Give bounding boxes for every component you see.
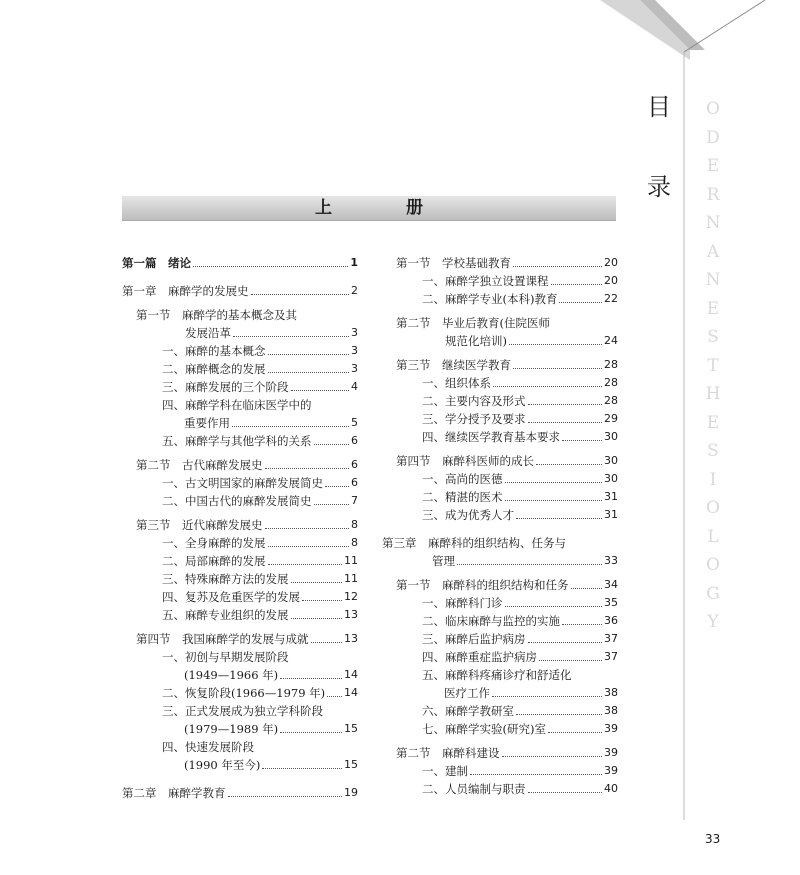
- toc-heading-lu: 录: [647, 173, 671, 201]
- toc-entry[interactable]: [122, 282, 358, 300]
- toc-entry[interactable]: [382, 392, 618, 410]
- vertical-letter: T: [707, 355, 719, 376]
- toc-entry-label: 管理: [432, 554, 455, 568]
- toc-entry[interactable]: [382, 552, 618, 570]
- toc-entry-page: 24: [604, 334, 618, 347]
- toc-right-column: [382, 254, 618, 798]
- toc-entry[interactable]: [382, 612, 618, 630]
- dot-leader: [528, 422, 603, 423]
- toc-entry-page: 8: [351, 518, 358, 531]
- vertical-letter: G: [706, 583, 720, 604]
- toc-entry-page: 2: [351, 284, 358, 297]
- dot-leader: [291, 582, 343, 583]
- toc-entry-label: 二、人员编制与职责: [422, 782, 526, 796]
- toc-entry-label: 二、麻醉学专业(本科)教育: [422, 292, 558, 306]
- toc-entry-label: 一、麻醉的基本概念: [162, 344, 266, 358]
- toc-entry[interactable]: [122, 684, 358, 702]
- toc-entry-label: 七、麻醉学实验(研究)室: [422, 722, 546, 736]
- dot-leader: [280, 678, 342, 679]
- toc-entry-page: 14: [344, 686, 358, 699]
- toc-entry[interactable]: [382, 648, 618, 666]
- dot-leader: [268, 564, 343, 565]
- toc-entry[interactable]: [122, 702, 358, 720]
- dot-leader: [232, 426, 349, 427]
- dot-leader: [268, 354, 350, 355]
- toc-entry-label: 一、初创与早期发展阶段: [162, 650, 289, 664]
- toc-entry-label: 六、麻醉学教研室: [422, 704, 514, 718]
- toc-entry-label: 二、中国古代的麻醉发展简史: [162, 494, 312, 508]
- toc-entry-page: 28: [604, 394, 618, 407]
- toc-entry-label: 第四节 麻醉科医师的成长: [396, 454, 534, 468]
- toc-entry-label: 一、麻醉科门诊: [422, 596, 503, 610]
- toc-entry-label: 发展沿革: [185, 326, 231, 340]
- toc-entry-label: 第二节 古代麻醉发展史: [136, 458, 263, 472]
- toc-entry-page: 28: [604, 376, 618, 389]
- spacer: [122, 774, 358, 784]
- dot-leader: [327, 696, 342, 697]
- toc-entry-label: 第一篇 绪论: [122, 256, 191, 270]
- dot-leader: [291, 390, 350, 391]
- toc-entry[interactable]: [122, 342, 358, 360]
- toc-entry-label: (1949—1966 年): [184, 668, 279, 682]
- dot-leader: [516, 714, 602, 715]
- toc-entry-page: 34: [604, 578, 618, 591]
- dot-leader: [228, 796, 343, 797]
- dot-leader: [457, 564, 602, 565]
- toc-entry-label: 二、临床麻醉与监控的实施: [422, 614, 560, 628]
- dot-leader: [193, 266, 348, 267]
- toc-entry[interactable]: [122, 666, 358, 684]
- toc-entry[interactable]: [382, 720, 618, 738]
- vertical-letter: I: [709, 469, 717, 490]
- toc-entry-label: 一、组织体系: [422, 376, 491, 390]
- dot-leader: [265, 528, 350, 529]
- dot-leader: [505, 482, 603, 483]
- toc-entry-label: 第二章 麻醉学教育: [122, 786, 226, 800]
- dot-leader: [559, 302, 602, 303]
- toc-entry-label: (1979—1989 年): [184, 722, 279, 736]
- toc-entry-label: 一、高尚的医德: [422, 472, 503, 486]
- toc-entry-label: 二、恢复阶段(1966—1979 年): [162, 686, 326, 700]
- toc-entry-label: 二、麻醉概念的发展: [162, 362, 266, 376]
- toc-entry-label: 四、快速发展阶段: [162, 740, 254, 754]
- toc-entry-label: 一、全身麻醉的发展: [162, 536, 266, 550]
- toc-entry-page: 4: [351, 380, 358, 393]
- volume-banner: [122, 196, 616, 220]
- dot-leader: [302, 600, 342, 601]
- toc-entry-page: 30: [604, 472, 618, 485]
- toc-entry-page: 28: [604, 358, 618, 371]
- toc-entry[interactable]: [382, 254, 618, 272]
- toc-entry-page: 14: [344, 668, 358, 681]
- toc-entry-page: 38: [604, 704, 618, 717]
- toc-entry-label: 第一节 麻醉学的基本概念及其: [136, 308, 297, 322]
- toc-entry-label: 第一节 麻醉科的组织结构和任务: [396, 578, 569, 592]
- toc-entry-label: 重要作用: [184, 416, 230, 430]
- vertical-letter: Y: [707, 612, 719, 632]
- toc-entry-label: 一、古文明国家的麻醉发展简史: [162, 476, 323, 490]
- toc-entry-page: 39: [604, 722, 618, 735]
- dot-leader: [539, 660, 602, 661]
- toc-entry-label: 三、麻醉发展的三个阶段: [162, 380, 289, 394]
- toc-entry[interactable]: [122, 784, 358, 802]
- toc-entry[interactable]: [122, 720, 358, 738]
- vertical-letter: O: [706, 498, 720, 518]
- toc-entry-label: 四、继续医学教育基本要求: [422, 430, 560, 444]
- toc-entry-page: 20: [604, 256, 618, 269]
- toc-entry-label: 四、麻醉学科在临床医学中的: [162, 398, 312, 412]
- dot-leader: [509, 344, 602, 345]
- toc-entry-label: 第一章 麻醉学的发展史: [122, 284, 249, 298]
- toc-entry-label: 第二节 麻醉科建设: [396, 746, 500, 760]
- toc-entry[interactable]: [382, 744, 618, 762]
- toc-entry-label: 规范化培训): [445, 334, 507, 348]
- dot-leader: [548, 732, 602, 733]
- toc-entry[interactable]: [382, 314, 618, 332]
- toc-entry[interactable]: [122, 552, 358, 570]
- dot-leader: [528, 792, 603, 793]
- toc-entry[interactable]: [382, 470, 618, 488]
- toc-entry[interactable]: [122, 432, 358, 450]
- toc-entry[interactable]: [382, 762, 618, 780]
- toc-entry[interactable]: [122, 396, 358, 414]
- toc-entry-page: 11: [344, 572, 358, 585]
- toc-entry[interactable]: [122, 630, 358, 648]
- toc-entry-label: 第四节 我国麻醉学的发展与成就: [136, 632, 309, 646]
- vertical-letter: E: [706, 298, 720, 319]
- dot-leader: [268, 372, 350, 373]
- toc-entry-label: 第三章 麻醉科的组织结构、任务与: [382, 536, 566, 550]
- toc-entry[interactable]: [382, 534, 618, 552]
- toc-entry-page: 31: [604, 508, 618, 521]
- dot-leader: [528, 642, 603, 643]
- toc-entry[interactable]: [382, 272, 618, 290]
- toc-entry-label: 第三节 继续医学教育: [396, 358, 511, 372]
- toc-entry-label: 医疗工作: [444, 686, 490, 700]
- toc-entry-label: (1990 年至今): [184, 758, 261, 772]
- dot-leader: [562, 440, 602, 441]
- dot-leader: [505, 606, 603, 607]
- dot-leader: [502, 756, 603, 757]
- dot-leader: [262, 768, 342, 769]
- toc-entry[interactable]: [382, 780, 618, 798]
- toc-entry-page: 38: [604, 686, 618, 699]
- toc-entry[interactable]: [122, 588, 358, 606]
- toc-entry[interactable]: [382, 666, 618, 684]
- dot-leader: [493, 386, 602, 387]
- toc-entry-page: 8: [351, 536, 358, 549]
- toc-entry[interactable]: [122, 570, 358, 588]
- toc-entry-page: 39: [604, 746, 618, 759]
- toc-entry-page: 12: [344, 590, 358, 603]
- toc-entry[interactable]: [382, 702, 618, 720]
- dot-leader: [280, 732, 342, 733]
- toc-entry[interactable]: [122, 756, 358, 774]
- toc-entry-page: 11: [344, 554, 358, 567]
- toc-entry-page: 19: [344, 786, 358, 799]
- toc-entry-label: 四、复苏及危重医学的发展: [162, 590, 300, 604]
- vertical-letter: L: [707, 526, 719, 547]
- toc-entry-page: 5: [351, 416, 358, 429]
- toc-entry-label: 第三节 近代麻醉发展史: [136, 518, 263, 532]
- dot-leader: [291, 618, 343, 619]
- toc-entry-page: 37: [604, 632, 618, 645]
- toc-entry-label: 二、主要内容及形式: [422, 394, 526, 408]
- volume-title: 上 册: [315, 198, 457, 218]
- toc-entry[interactable]: [382, 488, 618, 506]
- toc-entry-page: 3: [351, 362, 358, 375]
- toc-entry-label: 二、精湛的医术: [422, 490, 503, 504]
- toc-entry-label: 五、麻醉学与其他学科的关系: [162, 434, 312, 448]
- dot-leader: [492, 696, 602, 697]
- toc-entry-page: 13: [344, 632, 358, 645]
- toc-entry[interactable]: [122, 516, 358, 534]
- toc-entry[interactable]: [382, 506, 618, 524]
- toc-entry-page: 29: [604, 412, 618, 425]
- dot-leader: [536, 464, 602, 465]
- toc-entry-label: 一、麻醉学独立设置课程: [422, 274, 549, 288]
- vertical-letter: O: [706, 555, 720, 575]
- toc-left-column: [122, 254, 358, 802]
- vertical-letter: N: [705, 213, 721, 233]
- toc-entry-label: 五、麻醉专业组织的发展: [162, 608, 289, 622]
- vertical-letter: O: [706, 99, 720, 119]
- dot-leader: [562, 624, 602, 625]
- toc-entry-page: 22: [604, 292, 618, 305]
- vertical-letter: E: [706, 412, 720, 433]
- toc-entry-label: 三、学分授予及要求: [422, 412, 526, 426]
- dot-leader: [325, 486, 349, 487]
- toc-entry-page: 3: [351, 344, 358, 357]
- toc-entry-label: 一、建制: [422, 764, 468, 778]
- toc-entry-label: 三、麻醉后监护病房: [422, 632, 526, 646]
- dot-leader: [571, 588, 603, 589]
- dot-leader: [470, 774, 602, 775]
- vertical-letter: D: [706, 127, 720, 148]
- toc-entry-label: 第一节 学校基础教育: [396, 256, 511, 270]
- toc-entry[interactable]: [122, 534, 358, 552]
- toc-entry-label: 五、麻醉科疼痛诊疗和舒适化: [422, 668, 572, 682]
- toc-entry[interactable]: [122, 738, 358, 756]
- toc-entry-page: 33: [604, 554, 618, 567]
- dot-leader: [516, 518, 602, 519]
- dot-leader: [268, 546, 350, 547]
- dot-leader: [551, 284, 603, 285]
- toc-entry-label: 四、麻醉重症监护病房: [422, 650, 537, 664]
- dot-leader: [314, 504, 350, 505]
- toc-entry[interactable]: [122, 254, 358, 272]
- toc-entry-label: 三、正式发展成为独立学科阶段: [162, 704, 323, 718]
- dot-leader: [265, 468, 350, 469]
- toc-entry[interactable]: [382, 452, 618, 470]
- toc-entry[interactable]: [122, 648, 358, 666]
- vertical-letter: S: [707, 441, 719, 461]
- toc-entry[interactable]: [382, 428, 618, 446]
- toc-entry[interactable]: [382, 630, 618, 648]
- toc-entry-page: 40: [604, 782, 618, 795]
- toc-entry-page: 6: [351, 476, 358, 489]
- toc-entry[interactable]: [122, 414, 358, 432]
- vertical-watermark-word: [700, 95, 726, 637]
- toc-entry-page: 39: [604, 764, 618, 777]
- toc-entry-page: 6: [351, 458, 358, 471]
- toc-entry-label: 三、成为优秀人才: [422, 508, 514, 522]
- vertical-letter: S: [707, 327, 719, 347]
- toc-entry-page: 15: [344, 758, 358, 771]
- toc-entry-page: 31: [604, 490, 618, 503]
- toc-entry-page: 7: [351, 494, 358, 507]
- toc-entry-page: 30: [604, 454, 618, 467]
- toc-entry[interactable]: [382, 332, 618, 350]
- toc-entry[interactable]: [382, 374, 618, 392]
- toc-entry-page: 3: [351, 326, 358, 339]
- toc-entry[interactable]: [382, 684, 618, 702]
- toc-entry[interactable]: [382, 576, 618, 594]
- toc-entry[interactable]: [122, 378, 358, 396]
- toc-entry-label: 三、特殊麻醉方法的发展: [162, 572, 289, 586]
- dot-leader: [233, 336, 349, 337]
- vertical-letter: N: [705, 270, 721, 290]
- toc-entry-page: 6: [351, 434, 358, 447]
- dot-leader: [314, 444, 350, 445]
- toc-entry[interactable]: [122, 474, 358, 492]
- dot-leader: [505, 500, 603, 501]
- dot-leader: [251, 294, 350, 295]
- vertical-letter: H: [705, 384, 721, 404]
- toc-entry-page: 35: [604, 596, 618, 609]
- toc-entry-label: 第二节 毕业后教育(住院医师: [396, 316, 550, 330]
- dot-leader: [513, 266, 602, 267]
- toc-heading-mu: 目: [647, 93, 671, 121]
- toc-entry[interactable]: [122, 606, 358, 624]
- spacer: [382, 524, 618, 534]
- toc-entry[interactable]: [122, 456, 358, 474]
- toc-entry-page: 15: [344, 722, 358, 735]
- toc-entry-label: 二、局部麻醉的发展: [162, 554, 266, 568]
- toc-entry[interactable]: [382, 290, 618, 308]
- toc-entry[interactable]: [382, 356, 618, 374]
- toc-entry[interactable]: [122, 360, 358, 378]
- toc-entry-page: 37: [604, 650, 618, 663]
- vertical-letter: E: [706, 156, 720, 176]
- toc-entry[interactable]: [122, 492, 358, 510]
- page-number: 33: [705, 832, 721, 846]
- dot-leader: [513, 368, 602, 369]
- vertical-letter: R: [706, 184, 720, 205]
- toc-entry-page: 20: [604, 274, 618, 287]
- toc-entry-page: 13: [344, 608, 358, 621]
- toc-entry-page: 36: [604, 614, 618, 627]
- toc-entry-page: 1: [350, 256, 358, 269]
- toc-entry[interactable]: [382, 594, 618, 612]
- toc-entry[interactable]: [382, 410, 618, 428]
- dot-leader: [311, 642, 343, 643]
- spacer: [122, 272, 358, 282]
- toc-entry-page: 30: [604, 430, 618, 443]
- toc-entry[interactable]: [122, 324, 358, 342]
- toc-entry[interactable]: [122, 306, 358, 324]
- dot-leader: [528, 404, 603, 405]
- vertical-letter: A: [706, 241, 720, 262]
